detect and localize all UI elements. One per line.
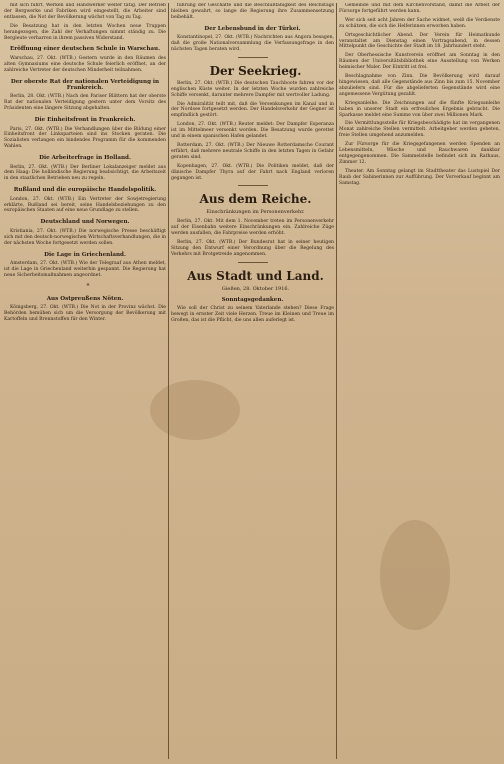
article-paragraph: Zur Fürsorge für die Kriegsgefangenen werden Spenden an Lebensmitteln, Wäsche und Rauchwaren dankbar entgegengenommen. Die Sammelstelle befindet sich im Rathaus, Zimmer 12.	[339, 142, 500, 165]
article-paragraph: Ortsgeschichtlicher Abend. Der Verein für Heimatkunde veranstaltet am Dienstag einen Vortragsabend, in dessen Mittelpunkt die Geschichte der Stadt im 18. Jahrhundert steht.	[339, 32, 500, 50]
section-divider	[238, 185, 268, 186]
section-divider	[238, 262, 268, 263]
article-paragraph: Berlin, 27. Okt. (WTB.) Der Bundesrat hat in seiner heutigen Sitzung den Entwurf einer Verordnung über die Regelung des Verkehrs mit Brotgetreide angenommen.	[171, 240, 334, 257]
article-paragraph: Wie soll der Christ zu seinem Vaterlande stehen? Diese Frage bewegt in ernster Zeit viele Herzen. Treue im Kleinen und Treue im Großen, das ist die Pflicht, die uns allen auferlegt ist.	[171, 306, 334, 324]
section-subtitle: Gießen, 28. Oktober 1916.	[221, 285, 290, 292]
article-paragraph: Kopenhagen, 27. Okt. (WTB.) Die Politiken meldet, daß der dänische Dampfer Thyra auf der Fahrt nach England verloren gegangen ist.	[171, 163, 334, 181]
article-paragraph: London, 27. Okt. (WTB.) Ein Vertreter der Sowjetregierung erklärte, Rußland sei bereit, seine Handelsbeziehungen zu den europäischen Staaten auf eine neue Grundlage zu stellen.	[4, 196, 166, 214]
article-paragraph: Rotterdam, 27. Okt. (WTB.) Der Nieuwe Rotterdamsche Courant erfährt, daß mehrere neutrale Schiffe in den letzten Tagen in Gefahr geraten sind.	[171, 143, 334, 160]
article-paragraph: Paris, 27. Okt. (WTB.) Die Verhandlungen über die Bildung einer Einheitsfront der Linksparteien sind ins Stocken geraten. Die Sozialisten verlangen ein bindendes Programm für die kommenden Wahlen.	[4, 126, 166, 150]
article-paragraph: mit sich führt, Werken und Handwerker weiter tätig. Der Betrieb der Bergwerke und Fabriken wird eingestellt, die Arbeiter sind entlassen, die Not der Bevölkerung wächst von Tag zu Tag.	[4, 3, 166, 20]
article-paragraph: Die Besatzung hat in den letzten Wochen neue Truppen herangezogen, die Zahl der Verhaftungen nimmt ständig zu. Die Bergleute verharren in ihrem passiven Widerstand.	[4, 23, 166, 41]
section-heading: Die Einheitsfront in Frankreich.	[34, 117, 136, 124]
section-title: Der Seekrieg.	[209, 63, 302, 78]
article-paragraph: Königsberg, 27. Okt. (WTB.) Die Not in der Provinz wächst. Die Behörden bemühen sich um die Versorgung der Bevölkerung mit Kartoffeln und Brennstoffen für den Winter.	[4, 305, 166, 322]
article-paragraph: Kriegsanleihe. Die Zeichnungen auf die fünfte Kriegsanleihe haben in unserer Stadt ein erfreuliches Ergebnis gebracht. Die Sparkasse meldet eine Summe von über zwei Millionen Mark.	[339, 100, 500, 118]
section-heading: Der oberste Rat der nationalen Verteidigung in Frankreich.	[10, 78, 160, 91]
article-paragraph: Beschlagnahme von Zinn. Die Bevölkerung wird darauf hingewiesen, daß alle Gegenstände aus Zinn bis zum 15. November abzuliefern sind. Für die abgelieferten Gegenstände wird eine angemessene Vergütung gezahlt.	[339, 74, 500, 97]
column-right	[339, 3, 500, 759]
asterisk-separator: *	[86, 282, 90, 290]
article-paragraph: Kristiania, 27. Okt. (WTB.) Die norwegische Presse beschäftigt sich mit den deutsch-norwegischen Wirtschaftsverhandlungen, die in der nächsten Woche fortgesetzt werden sollen.	[4, 228, 166, 246]
text-columns	[4, 3, 500, 759]
article-paragraph: Der Oberhessische Kunstverein eröffnet am Sonntag in den Räumen der Universitätsbibliothek eine Ausstellung von Werken heimischer Maler. Der Eintritt ist frei.	[339, 53, 500, 71]
section-heading: Aus Ostpreußens Nöten.	[46, 295, 124, 302]
article-paragraph: Warschau, 27. Okt. (WTB.) Gestern wurde in den Räumen des alten Gymnasiums eine deutsche Schule feierlich eröffnet, an der zahlreiche Vertreter der deutschen Minderheit teilnahmen.	[4, 55, 166, 73]
section-title: Aus dem Reiche.	[199, 192, 312, 207]
column-left	[4, 3, 166, 759]
column-divider	[168, 3, 169, 759]
article-paragraph: Berlin, 27. Okt. (WTB.) Die deutschen Tauchboote fahren vor der englischen Küste weiter. In der letzten Woche wurden zahlreiche Schiffe versenkt, darunter mehrere Dampfer mit wertvoller Ladung.	[171, 80, 334, 98]
article-paragraph: Berlin, 27. Okt. (WTB.) Der Berliner Lokalanzeiger meldet aus dem Haag: Die holländische Regierung beabsichtigt, die Arbeitszeit in den staatlichen Betrieben neu zu regeln.	[4, 164, 166, 182]
section-subtitle: Einschränkungen im Personenverkehr.	[206, 209, 305, 216]
article-paragraph: führung der Geschäfte und die Beschlußfähigkeit des Reichstags bleiben gewahrt, so lange die Regierung ihre Zusammensetzung beibehält.	[171, 3, 334, 20]
article-paragraph: Konstantinopel, 27. Okt. (WTB.) Nachrichten aus Angora besagen, daß die große Nationalversammlung die Verfassungsfrage in den nächsten Tagen beraten wird.	[171, 35, 334, 52]
section-heading: Die Lage in Griechenland.	[44, 251, 126, 258]
article-paragraph: Die Vermittlungsstelle für Kriegsbeschädigte hat im vergangenen Monat zahlreiche Stellen vermittelt. Arbeitgeber werden gebeten, freie Stellen umgehend anzumelden.	[339, 121, 500, 139]
section-divider	[238, 57, 268, 58]
section-heading: Rußland und die europäische Handelspolitik.	[13, 187, 157, 194]
section-heading: Deutschland und Norwegen.	[40, 219, 130, 226]
section-heading: Eröffnung einer deutschen Schule in Warschau.	[9, 46, 161, 53]
article-paragraph: Berlin, 27. Okt. Mit dem 1. November treten im Personenverkehr auf der Eisenbahn weitere Einschränkungen ein. Zahlreiche Züge werden ausfallen, die Fahrpreise werden erhöht.	[171, 219, 334, 237]
column-divider	[336, 3, 337, 759]
section-title: Aus Stadt und Land.	[187, 268, 324, 283]
article-paragraph: Gemeinde und mit dem Kirchenvorstand, damit die Arbeit der Fürsorge fortgeführt werden kann.	[339, 3, 500, 14]
article-paragraph: London, 27. Okt. (WTB.) Reuter meldet: Der Dampfer Esperanza ist im Mittelmeer versenkt worden. Die Besatzung wurde gerettet und in einem spanischen Hafen gelandet.	[171, 122, 334, 140]
section-heading: Die Arbeiterfrage in Holland.	[39, 155, 131, 162]
section-heading: Der Lebensbund in der Türkei.	[204, 25, 301, 32]
article-paragraph: Theater. Am Sonntag gelangt im Stadttheater das Lustspiel Der Raub der Sabinerinnen zur Aufführung. Der Vorverkauf beginnt am Samstag.	[339, 168, 500, 186]
article-paragraph: Berlin, 28. Okt. (WTB.) Nach den Pariser Blättern hat der oberste Rat der nationalen Verteidigung gestern unter dem Vorsitz des Präsidenten eine längere Sitzung abgehalten.	[4, 94, 166, 112]
article-paragraph: Amsterdam, 27. Okt. (WTB.) Wie der Telegraaf aus Athen meldet, ist die Lage in Griechenland weiterhin gespannt. Die Regierung hat neue Sicherheitsmaßnahmen angeordnet.	[4, 260, 166, 278]
column-middle	[171, 3, 334, 759]
article-paragraph: Die Admiralität teilt mit, daß die Versenkungen im Kanal und in der Nordsee fortgesetzt werden. Der Handelsverkehr der Gegner ist empfindlich gestört.	[171, 101, 334, 119]
article-paragraph: Wer sich seit acht Jahren der Sache widmet, weiß die Verdienste zu schätzen, die sich die Helferinnen erworben haben.	[339, 17, 500, 29]
section-heading: Sonntagsgedanken.	[221, 296, 284, 303]
